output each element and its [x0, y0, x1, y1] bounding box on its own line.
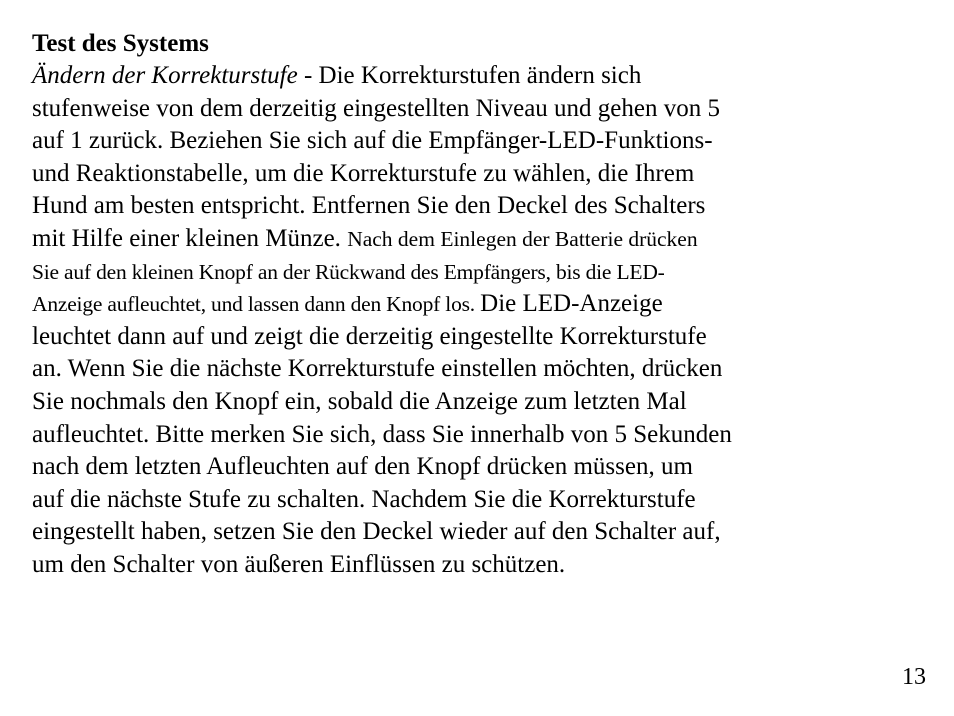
paragraph-line: um den Schalter von äußeren Einflüssen zu schützen. — [32, 550, 566, 578]
line-text: Die LED-Anzeige — [480, 290, 663, 318]
subheading-inline: Ändern der Korrekturstufe — [32, 62, 298, 89]
paragraph-line: Sie nochmals den Knopf ein, sobald die Anzeige zum letzten Mal — [32, 387, 687, 415]
line-text-small: Nach dem Einlegen der Batterie drücken — [347, 226, 698, 251]
paragraph-line: aufleuchtet. Bitte merken Sie sich, dass Sie innerhalb von 5 Sekunden — [32, 420, 732, 448]
paragraph-line: stufenweise von dem derzeitig eingestellten Niveau und gehen von 5 — [32, 94, 720, 122]
page-number: 13 — [902, 664, 926, 690]
paragraph-line — [32, 60, 932, 93]
paragraph-line: Hund am besten entspricht. Entfernen Sie den Deckel des Schalters — [32, 192, 706, 220]
paragraph-line: eingestellt haben, setzen Sie den Deckel wieder auf den Schalter auf, — [32, 518, 721, 546]
paragraph-line: und Reaktionstabelle, um die Korrekturstufe zu wählen, die Ihrem — [32, 159, 695, 187]
paragraph-line: Sie auf den kleinen Knopf an der Rückwand des Empfängers, bis die LED- — [32, 259, 665, 284]
paragraph-line: auf die nächste Stufe zu schalten. Nachdem Sie die Korrekturstufe — [32, 485, 696, 513]
paragraph-line: leuchtet dann auf und zeigt die derzeitig eingestellte Korrekturstufe — [32, 322, 707, 350]
paragraph-line: an. Wenn Sie die nächste Korrekturstufe einstellen möchten, drücken — [32, 355, 723, 383]
document-page — [32, 28, 932, 582]
body-paragraph — [32, 60, 932, 582]
line-text-small: Anzeige aufleuchtet, und lassen dann den Knopf los. — [32, 292, 481, 317]
paragraph-line: auf 1 zurück. Beziehen Sie sich auf die Empfänger-LED-Funktions- — [32, 127, 713, 155]
paragraph-line — [32, 223, 932, 256]
line-text: - Die Korrekturstufen ändern sich — [297, 62, 642, 89]
paragraph-line — [32, 288, 932, 321]
paragraph-line: nach dem letzten Aufleuchten auf den Knopf drücken müssen, um — [32, 453, 693, 481]
line-text: mit Hilfe einer kleinen Münze. — [32, 224, 348, 252]
section-heading: Test des Systems — [32, 30, 209, 57]
